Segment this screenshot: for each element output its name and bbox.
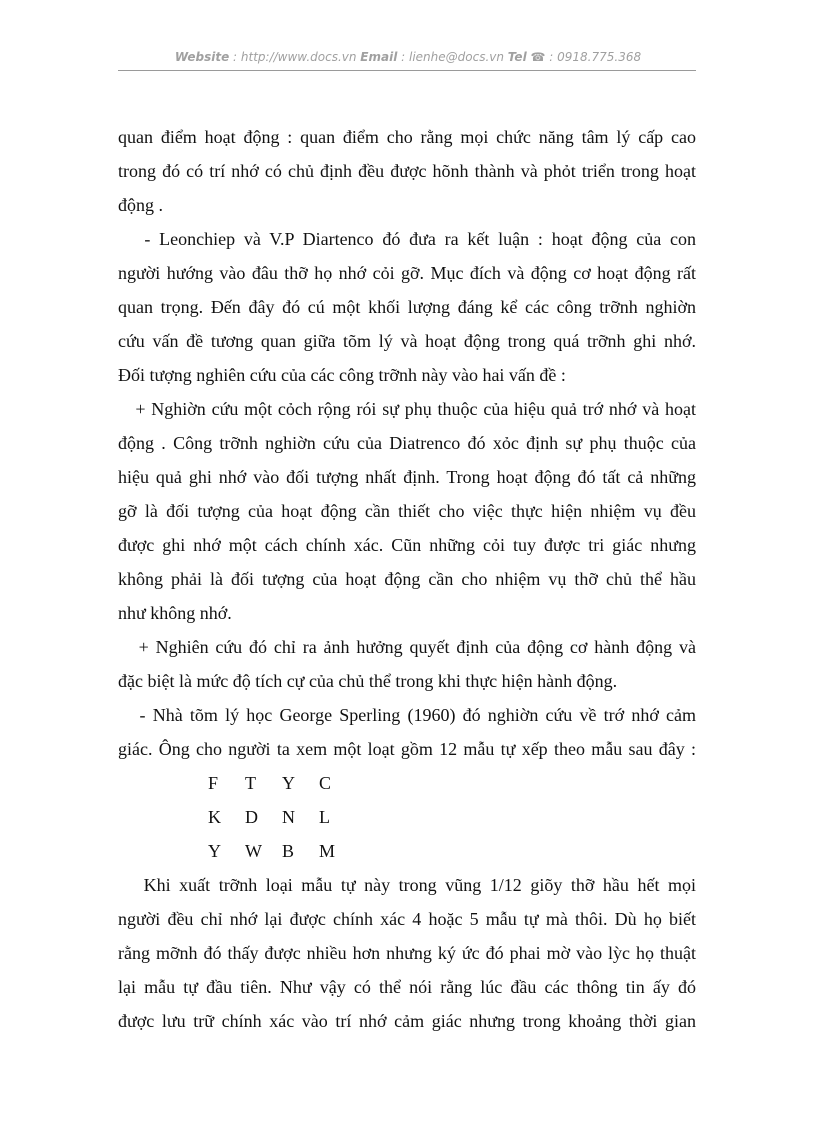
- letter-cell: C: [319, 773, 332, 793]
- letter-cell: T: [245, 773, 256, 793]
- text-line: không phải là đối tượng của hoạt động cần cho nhiệm vụ thỡ chủ thể hầu: [118, 569, 696, 589]
- letter-cell: K: [208, 807, 221, 827]
- tel-value: ☎ : 0918.775.368: [526, 50, 642, 64]
- email-label: Email: [360, 50, 398, 64]
- letter-cell: Y: [208, 841, 221, 861]
- website-link[interactable]: : http://www.docs.vn: [229, 50, 361, 64]
- text-line: gỡ là đối tượng của hoạt động cần thiết cho việc thực hiện nhiệm vụ đều: [118, 501, 696, 521]
- letter-cell: D: [245, 807, 258, 827]
- text-line: đặc biệt là mức độ tích cự của chủ thể trong khi thực hiện hành động.: [118, 671, 618, 691]
- text-line: Khi xuất trỡnh loại mẫu tự này trong vũng 1/12 giõy thỡ hầu hết mọi: [118, 875, 696, 895]
- letter-cell: L: [319, 807, 330, 827]
- text-line: trong đó có trí nhớ có chủ định đều được hõnh thành và phỏt triển trong hoạt: [118, 161, 696, 181]
- website-label: Website: [174, 50, 230, 64]
- text-line: quan điểm hoạt động : quan điểm cho rằng mọi chức năng tâm lý cấp cao: [118, 127, 696, 147]
- letter-grid-row: [208, 800, 696, 834]
- text-line: lại mẫu tự đầu tiên. Như vậy có thể nói rằng lúc đầu các thông tin ấy đó: [118, 977, 696, 997]
- letter-cell: W: [245, 841, 262, 861]
- letter-cell: B: [282, 841, 295, 861]
- text-line: quan trọng. Đến đây đó cú một khối lượng đáng kể các công trỡnh nghiờn: [118, 297, 696, 317]
- tel-label: Tel: [507, 50, 527, 64]
- text-line: người hướng vào đâu thỡ họ nhớ cỏi gỡ. Mục đích và động cơ hoạt động rất: [118, 263, 696, 283]
- header-divider: [118, 70, 696, 71]
- document-body: [118, 120, 696, 1038]
- letter-cell: M: [319, 841, 336, 861]
- text-line: được ghi nhớ một cách chính xác. Cũn những cỏi tuy được tri giác nhưng: [118, 535, 696, 555]
- email-link[interactable]: : lienhe@docs.vn: [397, 50, 508, 64]
- text-line: - Leonchiep và V.P Diartenco đó đưa ra kết luận : hoạt động của con: [118, 229, 696, 249]
- text-line: rằng mỡnh đó thấy được nhiều hơn nhưng ký ức đó phai mờ vào lỳc họ thuật: [118, 943, 696, 963]
- text-line: + Nghiên cứu đó chỉ ra ảnh hưởng quyết định của động cơ hành động và: [118, 637, 696, 657]
- letter-cell: F: [208, 773, 219, 793]
- text-line: + Nghiờn cứu một cỏch rộng rói sự phụ thuộc của hiệu quả trớ nhớ và hoạt: [118, 399, 696, 419]
- letter-cell: N: [282, 807, 295, 827]
- text-line: động . Công trỡnh nghiờn cứu của Diatrenco đó xỏc định sự phụ thuộc của: [118, 433, 696, 453]
- page-header: [0, 50, 816, 64]
- text-line: - Nhà tõm lý học George Sperling (1960) đó nghiờn cứu về trớ nhớ cảm: [118, 705, 696, 725]
- text-line: giác. Ông cho người ta xem một loạt gồm 12 mẫu tự xếp theo mẫu sau đây :: [118, 739, 696, 759]
- text-line: người đều chỉ nhớ lại được chính xác 4 hoặc 5 mẫu tự mà thôi. Dù họ biết: [118, 909, 696, 929]
- text-line: động .: [118, 195, 163, 215]
- text-line: như không nhớ.: [118, 603, 232, 623]
- text-line: hiệu quả ghi nhớ vào đối tượng nhất định. Trong hoạt động đó tất cả những: [118, 467, 696, 487]
- letter-grid: [208, 766, 696, 868]
- letter-cell: Y: [282, 773, 295, 793]
- text-line: được lưu trữ chính xác vào trí nhớ cảm giác nhưng trong khoảng thời gian: [118, 1011, 696, 1031]
- text-line: Đối tượng nghiên cứu của các công trỡnh này vào hai vấn đề :: [118, 365, 566, 385]
- text-line: cứu vấn đề tương quan giữa tõm lý và hoạt động trong quá trỡnh ghi nhớ.: [118, 331, 696, 351]
- letter-grid-row: [208, 834, 696, 868]
- letter-grid-row: [208, 766, 696, 800]
